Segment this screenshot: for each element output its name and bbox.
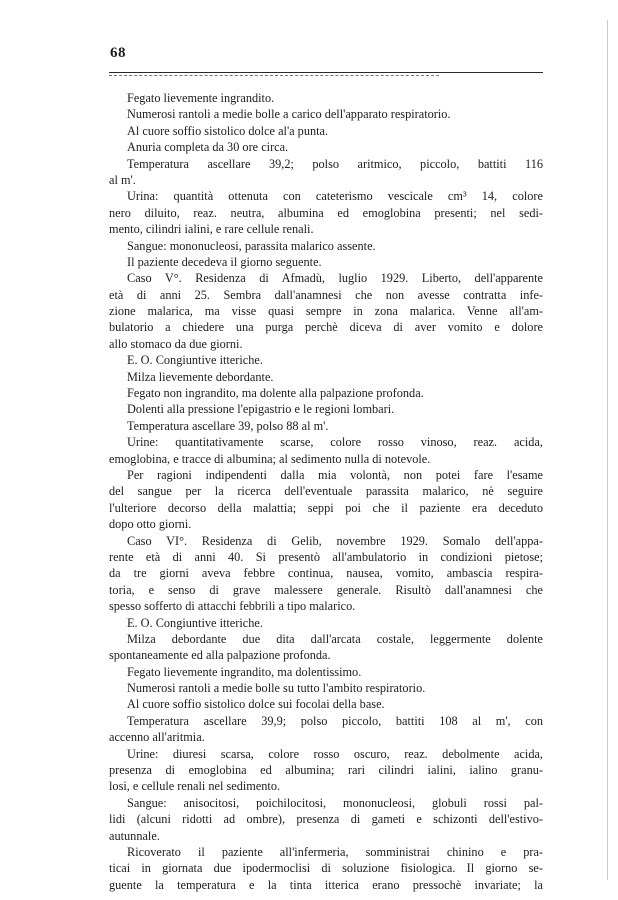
text-line: zione malarica, ma visse quasi sempre in zona malarica. Venne all'am- xyxy=(109,304,543,319)
text-line: Caso V°. Residenza di Afmadù, luglio 1929. Liberto, dell'apparente xyxy=(127,271,543,286)
text-line: Temperatura ascellare 39,9; polso piccolo, battiti 108 al m', con xyxy=(127,713,543,728)
text-line: Urine: quantitativamente scarse, colore rosso vinoso, reaz. acida, xyxy=(127,435,543,450)
text-line: bulatorio a chiedere una purga perchè diceva di aver vomito e dolore xyxy=(109,320,543,335)
header-rule-secondary xyxy=(109,75,439,76)
text-line: spontaneamente ed alla palpazione profonda. xyxy=(109,648,331,663)
text-line: Anuria completa da 30 ore circa. xyxy=(127,140,289,155)
page-number: 68 xyxy=(110,45,126,61)
text-line: presenza di emoglobina ed albumina; rari cilindri ialini, ialino granu- xyxy=(109,763,543,778)
text-line: dopo otto giorni. xyxy=(109,517,192,532)
text-line: Numerosi rantoli a medie bolle a carico dell'apparato respiratorio. xyxy=(127,107,451,122)
text-line: Sangue: mononucleosi, parassita malarico assente. xyxy=(127,238,376,253)
text-line: Urina: quantità ottenuta con cateterismo vescicale cm³ 14, colore xyxy=(127,189,543,204)
text-line: guente la temperatura e la tinta itterica erano pressochè invariate; la xyxy=(109,877,543,892)
text-line: Il paziente decedeva il giorno seguente. xyxy=(127,254,322,269)
text-line: del sangue per la ricerca dell'eventuale parassita malarico, nè seguire xyxy=(109,484,543,499)
text-line: allo stomaco da due giorni. xyxy=(109,336,243,351)
text-line: ticai in giornata due ipodermoclisi di soluzione fisiologica. Il giorno se- xyxy=(109,861,543,876)
text-line: nero diluito, reaz. neutra, albumina ed emoglobina presenti; nel sedi- xyxy=(109,205,543,220)
text-line: età di anni 25. Sembra dall'anamnesi che non avesse contratta infe- xyxy=(109,287,543,302)
text-line: Al cuore soffio sistolico dolce sui focolai della base. xyxy=(127,697,385,712)
text-line: Caso VI°. Residenza di Gelib, novembre 1929. Somalo dell'appa- xyxy=(127,533,543,548)
text-line: Al cuore soffio sistolico dolce al'a punta. xyxy=(127,123,329,138)
text-line: Urine: diuresi scarsa, colore rosso oscuro, reaz. debolmente acida, xyxy=(127,746,543,761)
text-line: Dolenti alla pressione l'epigastrio e le regioni lombari. xyxy=(127,402,395,417)
text-line: autunnale. xyxy=(109,828,160,843)
text-line: Fegato non ingrandito, ma dolente alla palpazione profonda. xyxy=(127,386,424,401)
text-line: Ricoverato il paziente all'infermeria, somministrai chinino e pra- xyxy=(127,844,543,859)
text-line: Fegato lievemente ingrandito, ma dolentissimo. xyxy=(127,664,362,679)
text-line: Milza lievemente debordante. xyxy=(127,369,274,384)
text-line: l'ulteriore decorso della malattia; seppi poi che il paziente era deceduto xyxy=(109,500,543,515)
text-line: Fegato lievemente ingrandito. xyxy=(127,91,275,105)
text-line: spesso sofferto di attacchi febbrili a tipo malarico. xyxy=(109,599,356,614)
header-rule xyxy=(109,72,543,73)
text-line: da tre giorni aveva febbre continua, nausea, vomito, ambascia respira- xyxy=(109,566,543,581)
text-line: toria, e senso di grave malessere generale. Risultò dall'anamnesi che xyxy=(109,582,543,597)
text-line: Sangue: anisocitosi, poichilocitosi, mononucleosi, globuli rossi pal- xyxy=(127,795,543,810)
text-line: E. O. Congiuntive itteriche. xyxy=(127,353,263,368)
text-line: Temperatura ascellare 39,2; polso aritmico, piccolo, battiti 116 xyxy=(127,156,543,171)
text-line: accenno all'aritmia. xyxy=(109,730,205,745)
text-line: emoglobina, e tracce di albumina; al sedimento nulla di notevole. xyxy=(109,451,431,466)
text-line: lidi (alcuni ridotti ad ombre), presenza di gameti e schizonti dell'estivo- xyxy=(109,812,543,827)
body-text xyxy=(109,90,543,893)
text-line: rente età di anni 40. Si presentò all'ambulatorio in condizioni pietose; xyxy=(109,549,543,564)
text-line: Numerosi rantoli a medie bolle su tutto l'ambito respiratorio. xyxy=(127,681,426,696)
scan-edge-line xyxy=(607,20,608,880)
text-line: mento, cilindri ialini, e rare cellule renali. xyxy=(109,222,314,237)
text-line: E. O. Congiuntive itteriche. xyxy=(127,615,263,630)
text-line: Temperatura ascellare 39, polso 88 al m'. xyxy=(127,418,329,433)
text-line: Milza debordante due dita dall'arcata costale, leggermente dolente xyxy=(127,631,543,646)
text-line: Per ragioni indipendenti dalla mia volontà, non potei fare l'esame xyxy=(127,467,543,482)
text-line: al m'. xyxy=(109,172,136,187)
text-line: losi, e cellule renali nel sedimento. xyxy=(109,779,281,794)
